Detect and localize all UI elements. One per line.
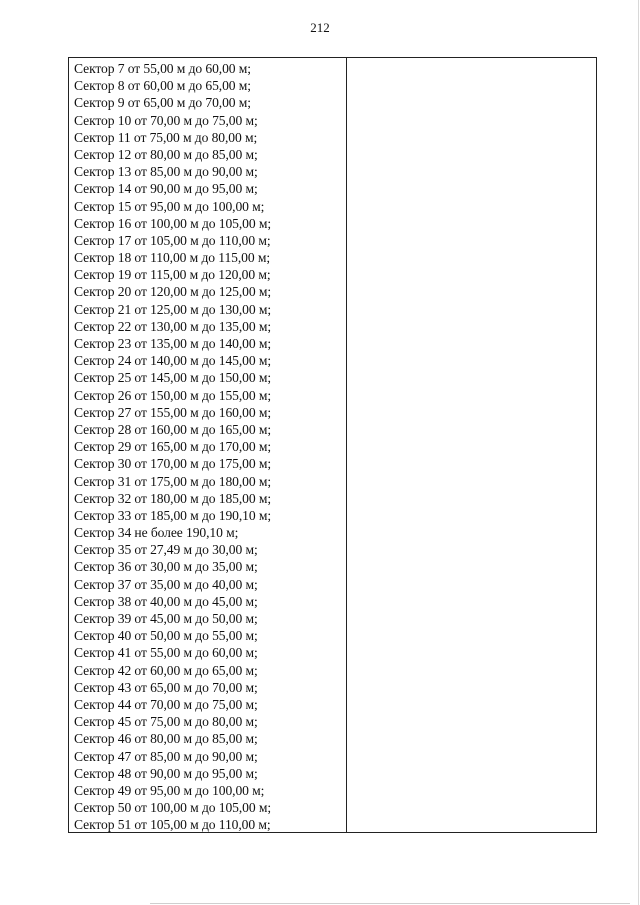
sector-row: Сектор 41 от 55,00 м до 60,00 м; <box>74 645 258 661</box>
sector-row: Сектор 38 от 40,00 м до 45,00 м; <box>74 593 258 609</box>
page-number: 212 <box>310 20 330 35</box>
sector-row: Сектор 25 от 145,00 м до 150,00 м; <box>74 370 272 386</box>
sector-row: Сектор 21 от 125,00 м до 130,00 м; <box>74 301 272 317</box>
sector-row: Сектор 18 от 110,00 м до 115,00 м; <box>74 250 271 266</box>
sector-row: Сектор 35 от 27,49 м до 30,00 м; <box>74 542 258 558</box>
sector-row: Сектор 26 от 150,00 м до 155,00 м; <box>74 387 272 403</box>
sector-row: Сектор 47 от 85,00 м до 90,00 м; <box>74 748 258 764</box>
sector-row: Сектор 19 от 115,00 м до 120,00 м; <box>74 267 271 283</box>
sector-row: Сектор 31 от 175,00 м до 180,00 м; <box>74 473 272 489</box>
sector-row: Сектор 13 от 85,00 м до 90,00 м; <box>74 164 258 180</box>
sector-row: Сектор 51 от 105,00 м до 110,00 м; <box>74 817 271 833</box>
sector-row: Сектор 10 от 70,00 м до 75,00 м; <box>74 112 258 128</box>
sector-row: Сектор 15 от 95,00 м до 100,00 м; <box>74 198 265 214</box>
sector-row: Сектор 16 от 100,00 м до 105,00 м; <box>74 215 272 231</box>
scan-bottom-line <box>150 903 630 904</box>
sector-row: Сектор 46 от 80,00 м до 85,00 м; <box>74 731 258 747</box>
sector-list-cell <box>69 60 345 833</box>
sector-row: Сектор 30 от 170,00 м до 175,00 м; <box>74 456 272 472</box>
sector-row: Сектор 8 от 60,00 м до 65,00 м; <box>74 78 251 94</box>
sector-row: Сектор 39 от 45,00 м до 50,00 м; <box>74 611 258 626</box>
sector-row: Сектор 29 от 165,00 м до 170,00 м; <box>74 439 272 455</box>
empty-right-cell <box>347 58 596 832</box>
sector-row: Сектор 14 от 90,00 м до 95,00 м; <box>74 181 258 197</box>
sector-row: Сектор 17 от 105,00 м до 110,00 м; <box>74 232 271 248</box>
sector-row: Сектор 40 от 50,00 м до 55,00 м; <box>74 628 258 644</box>
sector-row: Сектор 12 от 80,00 м до 85,00 м; <box>74 146 258 162</box>
sector-row: Сектор 49 от 95,00 м до 100,00 м; <box>74 782 265 798</box>
sector-row: Сектор 34 не более 190,10 м; <box>74 525 239 541</box>
sector-row: Сектор 33 от 185,00 м до 190,10 м; <box>74 507 272 523</box>
sector-row: Сектор 20 от 120,00 м до 125,00 м; <box>74 284 272 300</box>
sector-row: Сектор 27 от 155,00 м до 160,00 м; <box>74 404 272 420</box>
sector-row: Сектор 48 от 90,00 м до 95,00 м; <box>74 765 258 781</box>
sector-row: Сектор 23 от 135,00 м до 140,00 м; <box>74 336 272 351</box>
sector-row: Сектор 9 от 65,00 м до 70,00 м; <box>74 95 251 111</box>
sector-row: Сектор 11 от 75,00 м до 80,00 м; <box>74 129 258 145</box>
sector-row: Сектор 37 от 35,00 м до 40,00 м; <box>74 576 258 592</box>
scan-edge-line <box>638 0 639 905</box>
sector-row: Сектор 24 от 140,00 м до 145,00 м; <box>74 353 272 369</box>
sector-row: Сектор 22 от 130,00 м до 135,00 м; <box>74 318 272 334</box>
sector-row: Сектор 32 от 180,00 м до 185,00 м; <box>74 490 272 506</box>
sector-row: Сектор 7 от 55,00 м до 60,00 м; <box>74 61 251 76</box>
sector-row: Сектор 44 от 70,00 м до 75,00 м; <box>74 696 258 712</box>
sector-row: Сектор 28 от 160,00 м до 165,00 м; <box>74 421 272 437</box>
sector-row: Сектор 42 от 60,00 м до 65,00 м; <box>74 662 258 678</box>
sector-row: Сектор 45 от 75,00 м до 80,00 м; <box>74 714 258 730</box>
sector-row: Сектор 50 от 100,00 м до 105,00 м; <box>74 800 272 816</box>
sector-row: Сектор 36 от 30,00 м до 35,00 м; <box>74 559 258 575</box>
sector-row: Сектор 43 от 65,00 м до 70,00 м; <box>74 679 258 695</box>
sector-table <box>68 57 597 833</box>
